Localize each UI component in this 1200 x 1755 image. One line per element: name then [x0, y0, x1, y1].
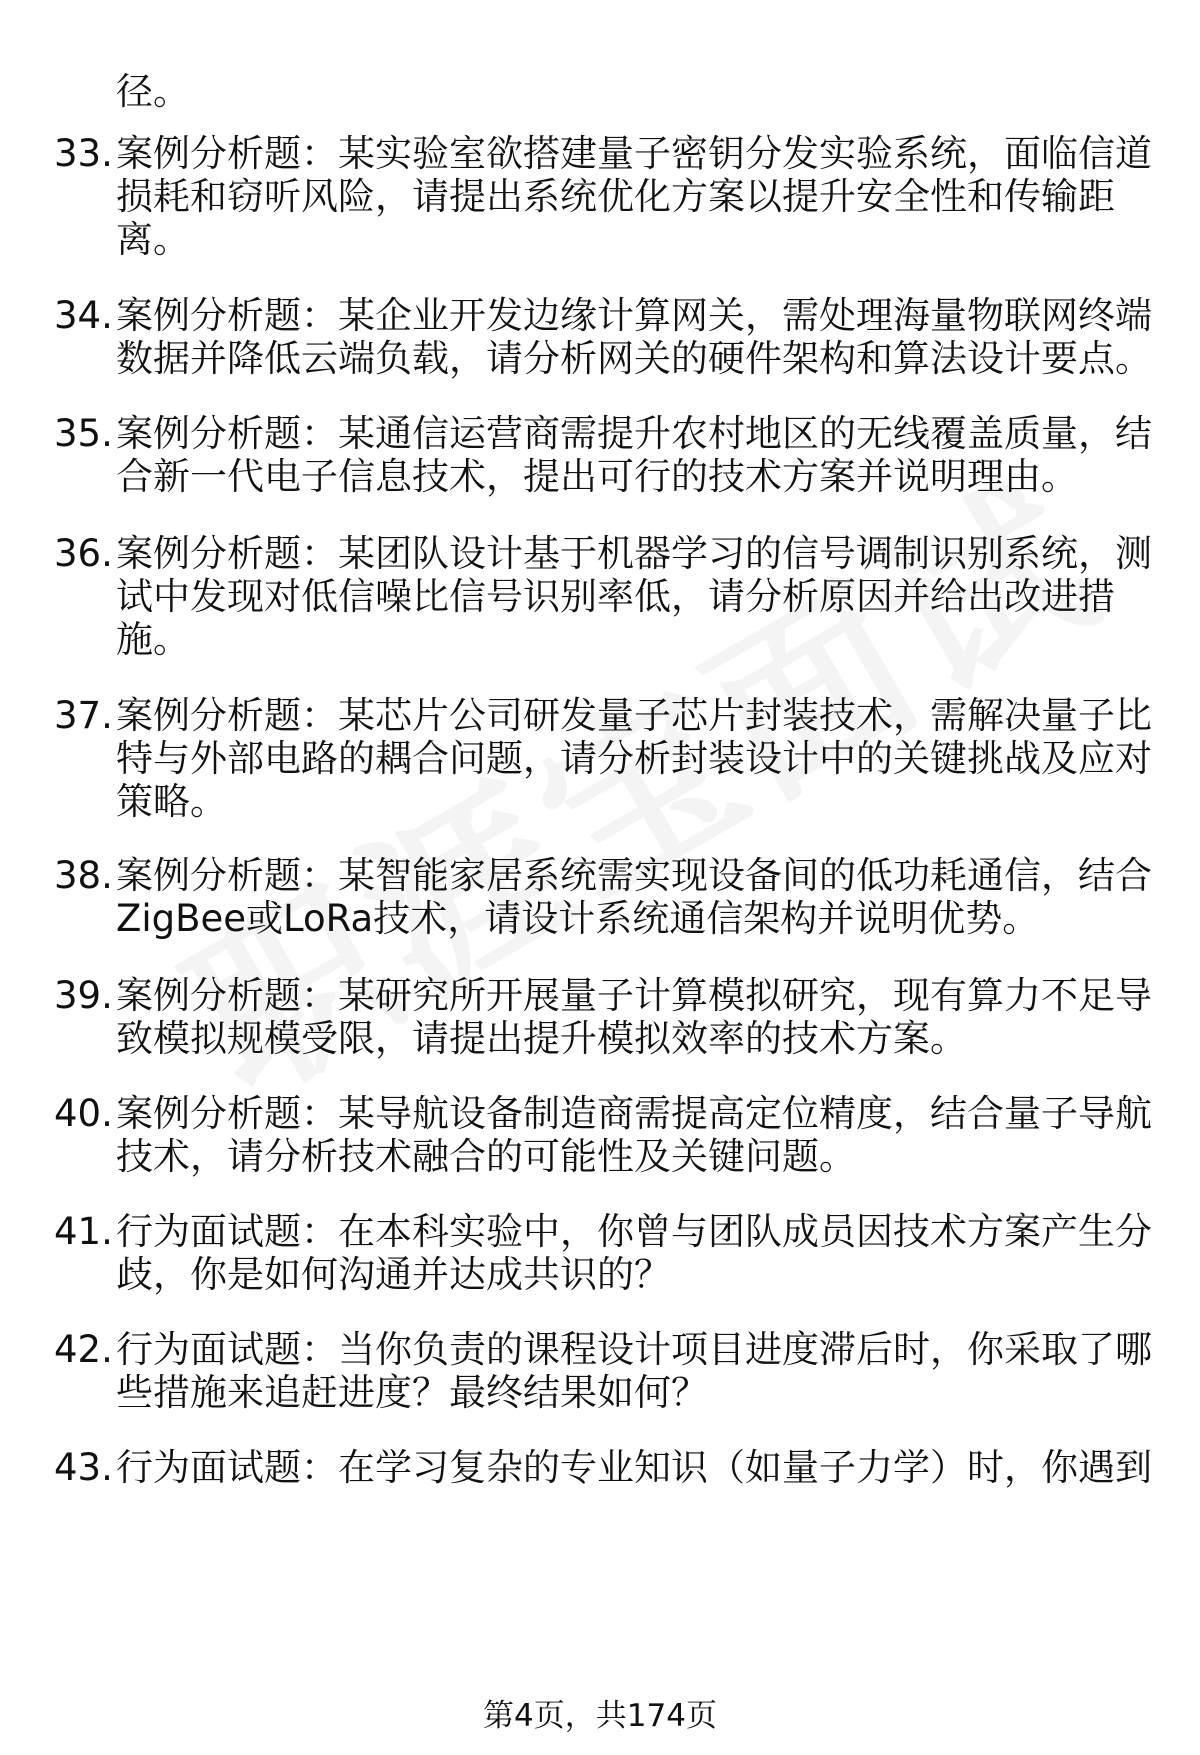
question-number: 35.	[54, 412, 113, 455]
question-text-line: 案例分析题：某团队设计基于机器学习的信号调制识别系统，测	[116, 532, 1152, 575]
question-text-line: 径。	[116, 70, 190, 113]
question-text-line: 试中发现对低信噪比信号识别率低，请分析原因并给出改进措	[116, 575, 1115, 618]
question-text-line: 致模拟规模受限，请提出提升模拟效率的技术方案。	[116, 1017, 967, 1060]
question-number: 38.	[54, 854, 113, 897]
question-text-line: 案例分析题：某芯片公司研发量子芯片封装技术，需解决量子比	[116, 694, 1152, 737]
question-number: 40.	[54, 1092, 113, 1135]
question-text-line: 案例分析题：某导航设备制造商需提高定位精度，结合量子导航	[116, 1092, 1152, 1135]
question-number: 41.	[54, 1210, 113, 1253]
question-text-line: 案例分析题：某通信运营商需提升农村地区的无线覆盖质量，结	[116, 412, 1152, 455]
question-number: 36.	[54, 532, 113, 575]
question-text-line: 施。	[116, 618, 190, 661]
question-number: 42.	[54, 1328, 113, 1371]
question-text-line: 歧，你是如何沟通并达成共识的？	[116, 1253, 671, 1296]
question-number: 33.	[54, 132, 113, 175]
question-text-line: 合新一代电子信息技术，提出可行的技术方案并说明理由。	[116, 455, 1078, 498]
question-number: 43.	[54, 1446, 113, 1489]
question-number: 39.	[54, 974, 113, 1017]
question-number: 37.	[54, 694, 113, 737]
question-text-line: 行为面试题：在本科实验中，你曾与团队成员因技术方案产生分	[116, 1210, 1152, 1253]
question-text-line: 策略。	[116, 780, 227, 823]
question-text-line: 损耗和窃听风险，请提出系统优化方案以提升安全性和传输距	[116, 175, 1115, 218]
question-text-line: 行为面试题：在学习复杂的专业知识（如量子力学）时，你遇到	[116, 1446, 1152, 1489]
question-text-line: ZigBee或LoRa技术，请设计系统通信架构并说明优势。	[116, 897, 1040, 940]
question-number: 34.	[54, 294, 113, 337]
page-footer: 第4页，共174页	[483, 1698, 717, 1734]
question-text-line: 案例分析题：某研究所开展量子计算模拟研究，现有算力不足导	[116, 974, 1152, 1017]
question-text-line: 些措施来追赶进度？最终结果如何？	[116, 1371, 708, 1414]
question-text-line: 案例分析题：某实验室欲搭建量子密钥分发实验系统，面临信道	[116, 132, 1152, 175]
question-text-line: 案例分析题：某智能家居系统需实现设备间的低功耗通信，结合	[116, 854, 1152, 897]
question-text-line: 离。	[116, 218, 190, 261]
question-text-line: 行为面试题：当你负责的课程设计项目进度滞后时，你采取了哪	[116, 1328, 1152, 1371]
question-text-line: 数据并降低云端负载，请分析网关的硬件架构和算法设计要点。	[116, 337, 1152, 380]
question-text-line: 案例分析题：某企业开发边缘计算网关，需处理海量物联网终端	[116, 294, 1152, 337]
question-text-line: 技术，请分析技术融合的可能性及关键问题。	[116, 1135, 856, 1178]
question-text-line: 特与外部电路的耦合问题，请分析封装设计中的关键挑战及应对	[116, 737, 1152, 780]
